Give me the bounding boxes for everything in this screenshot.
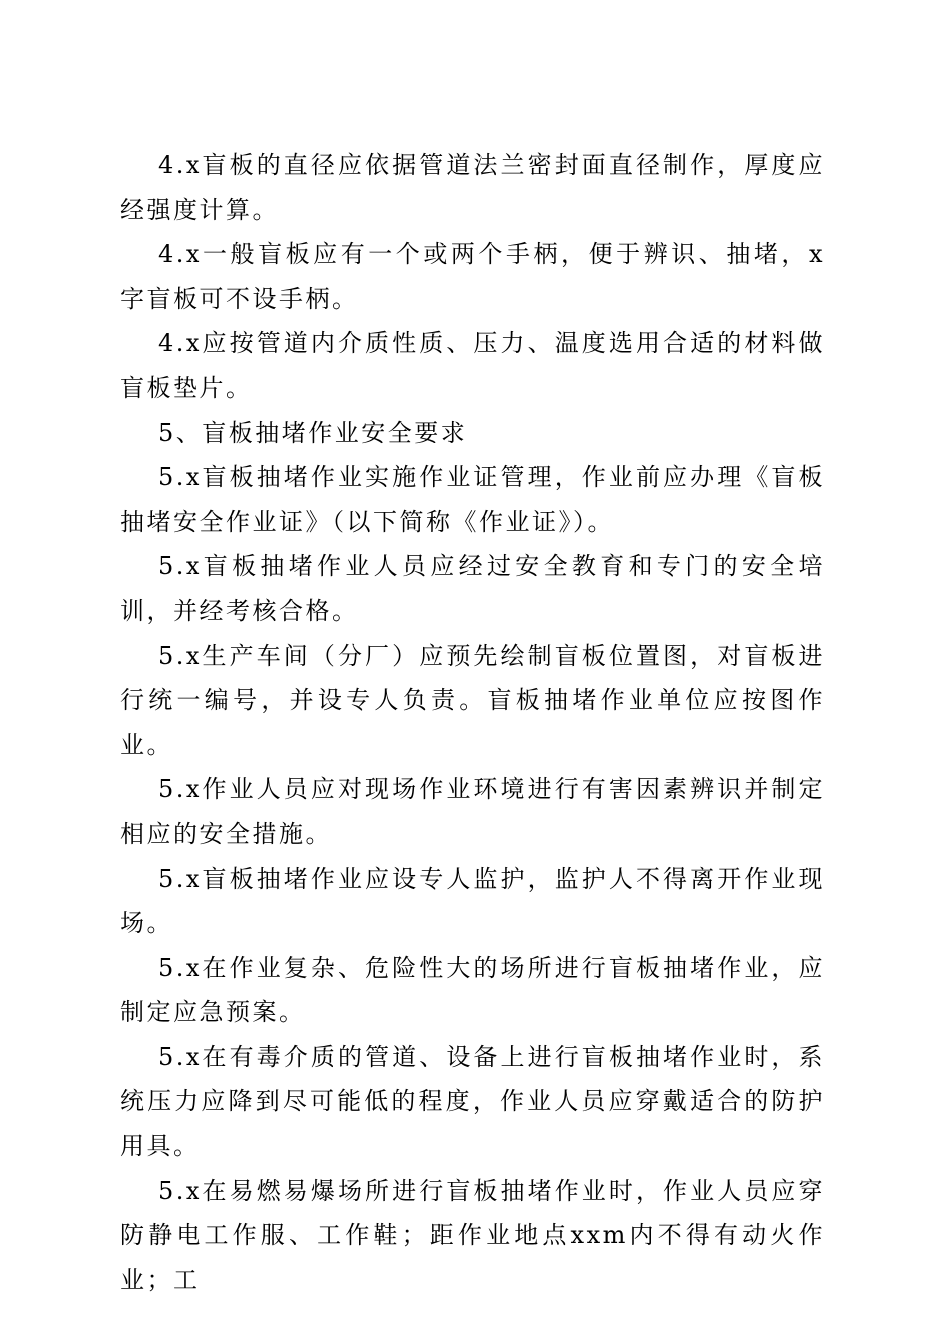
section-heading-5: 5、盲板抽堵作业安全要求 <box>158 418 468 447</box>
paragraph-5x-supervision: 5.x盲板抽堵作业应设专人监护，监护人不得离开作业现场。 <box>120 864 825 938</box>
document-body <box>120 143 825 1302</box>
paragraph-5x-work-permit: 5.x盲板抽堵作业实施作业证管理，作业前应办理《盲板抽堵安全作业证》（以下简称《作业证》）。 <box>120 463 825 536</box>
paragraph-5x-emergency-plan: 5.x在作业复杂、危险性大的场所进行盲板抽堵作业，应制定应急预案。 <box>120 953 825 1027</box>
paragraph-5x-flammable-sites: 5.x在易燃易爆场所进行盲板抽堵作业时，作业人员应穿防静电工作服、工作鞋；距作业地点xxm内不得有动火作业；工 <box>120 1176 825 1294</box>
paragraph-5x-training: 5.x盲板抽堵作业人员应经过安全教育和专门的安全培训，并经考核合格。 <box>120 552 825 625</box>
paragraph-4x-blind-plate-diameter: 4.x盲板的直径应依据管道法兰密封面直径制作，厚度应经强度计算。 <box>120 151 825 224</box>
paragraph-4x-blind-plate-handle: 4.x一般盲板应有一个或两个手柄，便于辨识、抽堵，x字盲板可不设手柄。 <box>120 240 825 313</box>
paragraph-5x-toxic-media: 5.x在有毒介质的管道、设备上进行盲板抽堵作业时，系统压力应降到尽可能低的程度，作业人员应穿戴适合的防护用具。 <box>120 1042 825 1161</box>
paragraph-4x-gasket-material: 4.x应按管道内介质性质、压力、温度选用合适的材料做盲板垫片。 <box>120 329 825 402</box>
paragraph-5x-hazard-identification: 5.x作业人员应对现场作业环境进行有害因素辨识并制定相应的安全措施。 <box>120 775 825 848</box>
paragraph-5x-position-map: 5.x生产车间（分厂）应预先绘制盲板位置图，对盲板进行统一编号，并设专人负责。盲板抽堵作业单位应按图作业。 <box>120 641 825 759</box>
